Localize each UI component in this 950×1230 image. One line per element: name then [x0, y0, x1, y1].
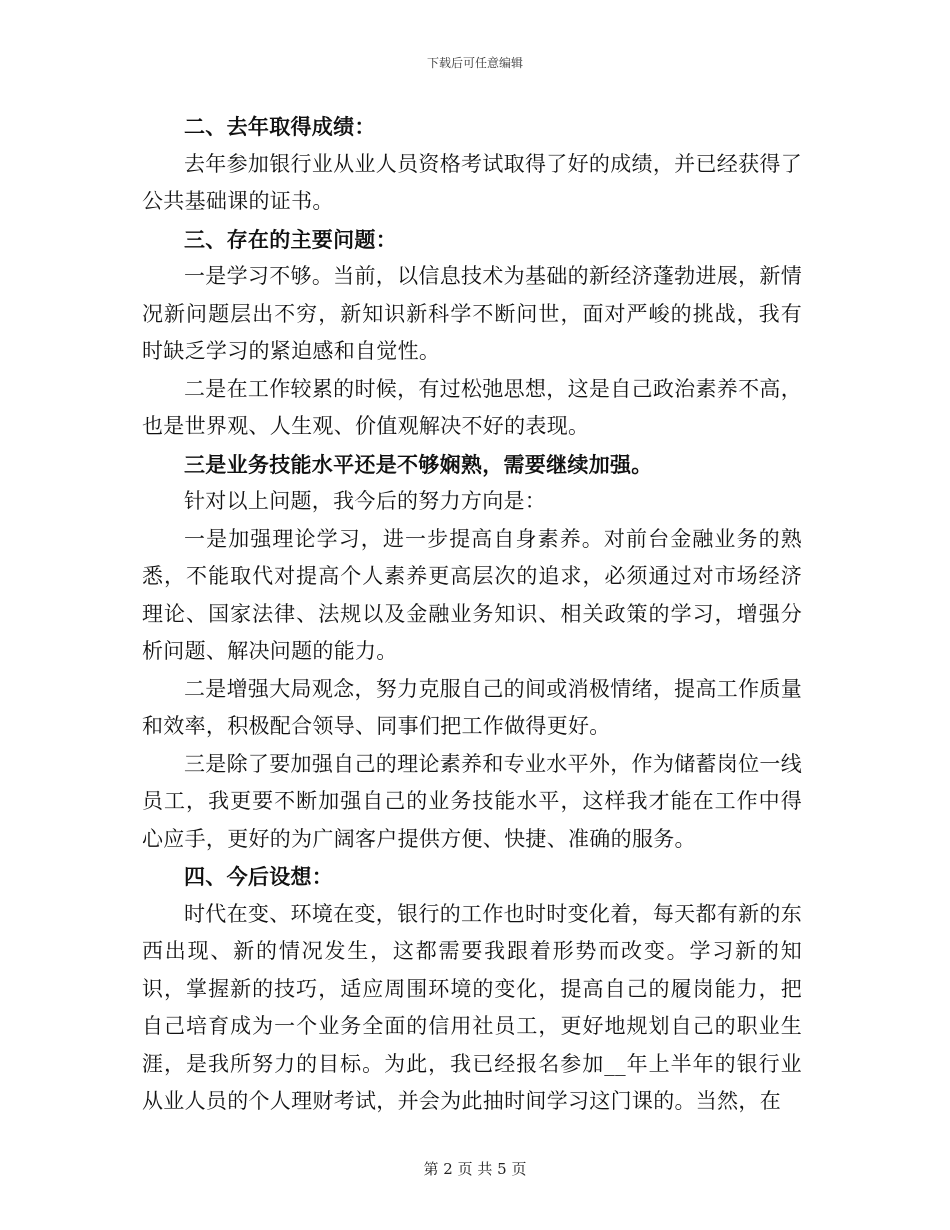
document-body — [142, 108, 802, 1121]
body-paragraph: 去年参加银行业从业人员资格考试取得了好的成绩，并已经获得了公共基础课的证书。 — [142, 151, 802, 213]
body-paragraph: 二是增强大局观念，努力克服自己的间或消极情绪，提高工作质量和效率，积极配合领导、同事们把工作做得更好。 — [142, 676, 802, 738]
bold-statement-skills: 三是业务技能水平还是不够娴熟，需要继续加强。 — [184, 451, 653, 477]
section-heading-achievements: 二、去年取得成绩： — [184, 114, 376, 139]
body-paragraph: 二是在工作较累的时候，有过松弛思想，这是自己政治素养不高，也是世界观、人生观、价值观解决不好的表现。 — [142, 376, 802, 438]
page-number-footer: 第 2 页 共 5 页 — [423, 1160, 527, 1178]
section-heading-future-plans: 四、今后设想： — [184, 864, 334, 889]
section-heading-problems: 三、存在的主要问题： — [184, 226, 397, 252]
body-paragraph: 针对以上问题，我今后的努力方向是： — [184, 489, 547, 513]
body-paragraph: 一是学习不够。当前，以信息技术为基础的新经济蓬勃进展，新情况新问题层出不穷，新知识新科学不断问世，面对严峻的挑战，我有时缺乏学习的紧迫感和自觉性。 — [142, 264, 802, 363]
page-header-note: 下载后可任意编辑 — [426, 56, 523, 70]
body-paragraph: 三是除了要加强自己的理论素养和专业水平外，作为储蓄岗位一线员工，我更要不断加强自己的业务技能水平，这样我才能在工作中得心应手，更好的为广阔客户提供方便、快捷、准确的服务。 — [142, 751, 802, 851]
body-paragraph: 时代在变、环境在变，银行的工作也时时变化着，每天都有新的东西出现、新的情况发生，这都需要我跟着形势而改变。学习新的知识，掌握新的技巧，适应周围环境的变化，提高自己的履岗能力，把自己培育成为一个业务全面的信用社员工，更好地规划自己的职业生涯，是我所努力的目标。为此，我已经报名参加__年上半年的银行业从业人员的个人理财考试，并会为此抽时间学习这门课的。当然，在 — [142, 901, 802, 1113]
body-paragraph: 一是加强理论学习，进一步提高自身素养。对前台金融业务的熟悉，不能取代对提高个人素养更高层次的追求，必须通过对市场经济理论、国家法律、法规以及金融业务知识、相关政策的学习，增强分析问题、解决问题的能力。 — [142, 526, 802, 663]
